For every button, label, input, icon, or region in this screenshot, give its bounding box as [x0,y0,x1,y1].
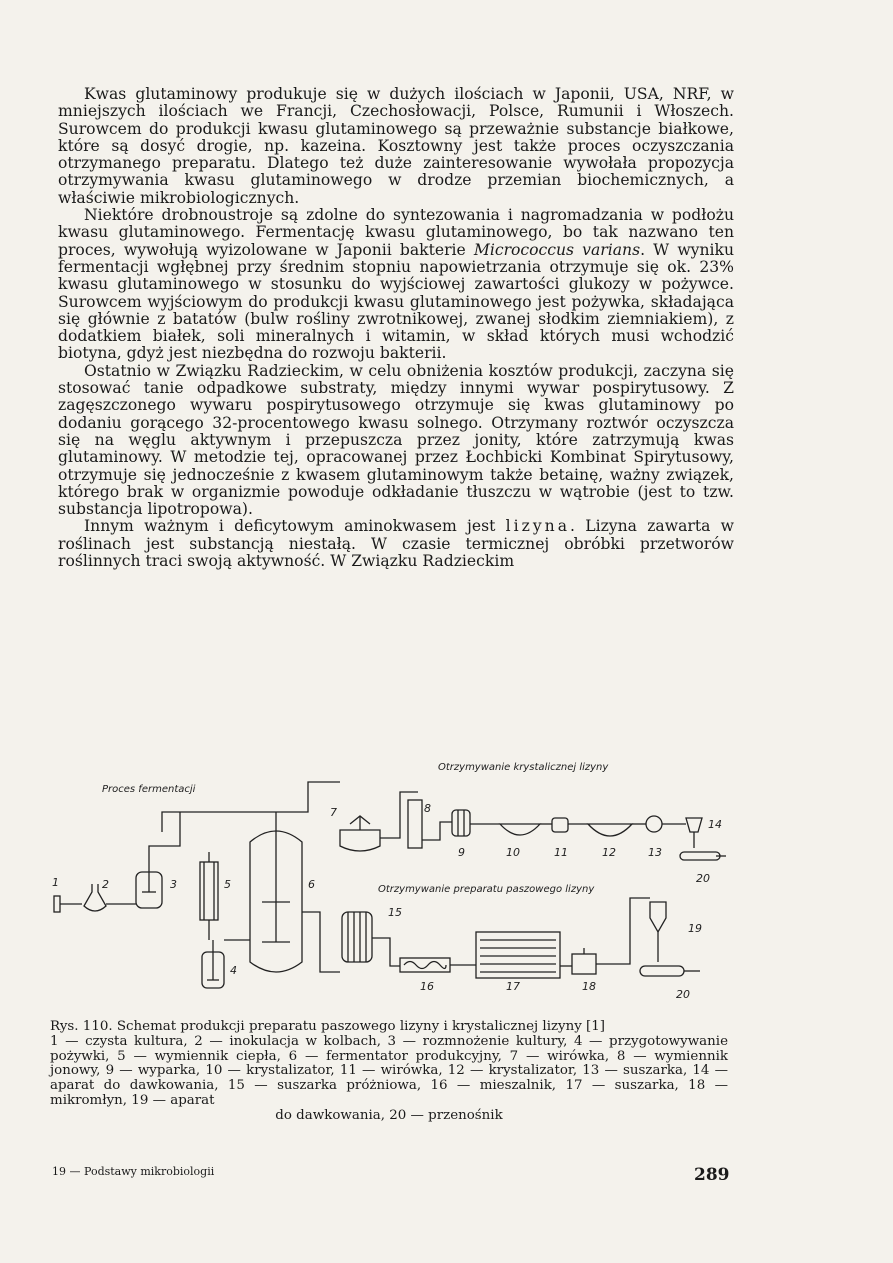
species-name: Micrococcus varians [473,240,641,259]
paragraph-2-part-b: . W wyniku fermentacji wgłębnej przy średnim stopniu napowietrzania otrzymuje się ok. 23% kwasu glutaminowego w stosunku do wyjściowej zawartości glukozy w pożywce. Surowcem wyjściowym do produkcji kwasu glutaminowego jest pożywka, składająca się głównie z batatów (bulw rośliny zwrotnikowej, zwanej słodkim ziemniakiem), z dodatkiem białek, soli mineralnych i witamin, w skład których musi wchodzić biotyna, gdyż jest niezbędna do rozwoju bakterii. [58,240,735,363]
num-15: 15 [388,906,402,919]
equipment-6-fermenter [149,782,340,972]
num-4: 4 [230,964,237,977]
equipment-4-medium [202,940,224,988]
equipment-17-dryer [476,932,572,978]
equipment-20-conveyor-bottom [640,966,700,976]
paragraph-4-part-b: . Lizyna zawarta w roślinach jest substancją niestałą. W czasie termicznej obróbki przetworów roślinnych traci swoją aktywność. W Związku Radzieckim [58,517,734,571]
num-3: 3 [170,878,177,891]
lysine-spaced-word: lizyna [505,517,570,536]
figure-caption [50,1020,728,1124]
num-1: 1 [52,876,59,889]
paragraph-3: Ostatnio w Związku Radzieckim, w celu obniżenia kosztów produkcji, zaczyna się stosować tanie odpadkowe substraty, między innymi wywar pospirytusowy. Z zagęszczonego wywaru pospirytusowego otrzymuje się kwas glutaminowy po dodaniu gorącego 32-procentowego kwasu solnego. Otrzymany roztwór oczyszcza się na węglu aktywnym i przepuszcza przez jonity, które zatrzymują kwas glutaminowy. W metodzie tej, opracowanej przez Łochbicki Kombinat Spirytusowy, otrzymuje się jednocześnie z kwasem glutaminowym także betainę, ważny związek, którego brak w organizmie powoduje odkładanie tłuszczu w wątrobie (jest to tzw. substancja lipotropowa). [58,361,734,519]
caption-last-line: do dawkowania, 20 — przenośnik [275,1107,503,1123]
num-7: 7 [330,806,337,819]
equipment-15-vacuum-dryer [342,912,400,966]
label-crystalline: Otrzymywanie krystalicznej lizyny [438,762,609,773]
paragraph-4-part-a: Innym ważnym i deficytowym aminokwasem jest [84,517,506,536]
label-feed: Otrzymywanie preparatu paszowego lizyny [378,884,595,895]
num-14: 14 [708,818,722,831]
num-9: 9 [458,846,465,859]
equipment-7-centrifuge [340,792,418,851]
body-text [58,86,734,570]
num-20-bottom: 20 [676,988,690,1001]
num-13: 13 [648,846,662,859]
equipment-10-crystallizer [500,824,552,835]
num-20-top: 20 [696,872,710,885]
equipment-13-dryer [646,816,686,832]
equipment-12-crystallizer [588,824,646,836]
equipment-14-dosing [686,818,702,848]
num-6: 6 [308,878,315,891]
equipment-19-dosing [650,902,666,962]
equipment-20-conveyor-top [680,852,726,860]
equipment-16-mixer [400,958,476,972]
num-2: 2 [102,878,109,891]
equipment-18-micromill [572,898,650,974]
equipment-9-evaporator [452,810,500,836]
num-16: 16 [420,980,434,993]
paragraph-2-part-a: Niektóre drobnoustroje są zdolne do syntezowania i nagromadzania w podłożu kwasu glutaminowego. Fermentację kwasu glutaminowego, bo tak nazwano ten proces, wywołują wyizolowane w Japonii bakterie [58,206,734,259]
num-19: 19 [688,922,702,935]
paragraph-2 [58,207,734,363]
page-number: 289 [694,1165,730,1185]
process-diagram-svg [40,752,740,1012]
paragraph-1: Kwas glutaminowy produkuje się w dużych ilościach w Japonii, USA, NRF, w mniejszych ilościach we Francji, Czechosłowacji, Polsce, Rumunii i Włoszech. Surowcem do produkcji kwasu glutaminowego są przeważnie substancje białkowe, które są dosyć drogie, np. kazeina. Kosztowny jest także proces oczyszczania otrzymanego preparatu. Dlatego też duże zainteresowanie wywołała propozycja otrzymywania kwasu glutaminowego w drodze przemian biochemicznych, a właściwie mikrobiologicznych. [58,85,734,207]
caption-body: 1 — czysta kultura, 2 — inokulacja w kolbach, 3 — rozmnożenie kultury, 4 — przygotowywanie pożywki, 5 — wymiennik ciepła, 6 — fermentator produkcyjny, 7 — wirówka, 8 — wymiennik jonowy, 9 — wyparka, 10 — krystalizator, 11 — wirówka, 12 — krystalizator, 13 — suszarka, 14 — aparat do dawkowania, 15 — suszarka próżniowa, 16 — mieszalnik, 17 — suszarka, 18 — mikromłyn, 19 — aparat [50,1033,728,1108]
equipment-11-centrifuge [552,818,588,832]
equipment-5-heat-exchanger [200,852,218,940]
num-18: 18 [582,980,596,993]
caption-title: Rys. 110. Schemat produkcji preparatu paszowego lizyny i krystalicznej lizyny [1] [50,1019,606,1034]
footer-signature: 19 — Podstawy mikrobiologii [52,1165,215,1178]
num-10: 10 [506,846,520,859]
process-diagram [40,752,740,1012]
paragraph-4 [58,518,734,570]
equipment-1-culture [54,896,82,912]
equipment-3-vessel [106,860,162,908]
num-12: 12 [602,846,616,859]
num-17: 17 [506,980,520,993]
num-5: 5 [224,878,231,891]
label-fermentation: Proces fermentacji [102,784,196,795]
num-8: 8 [424,802,431,815]
num-11: 11 [554,846,568,859]
